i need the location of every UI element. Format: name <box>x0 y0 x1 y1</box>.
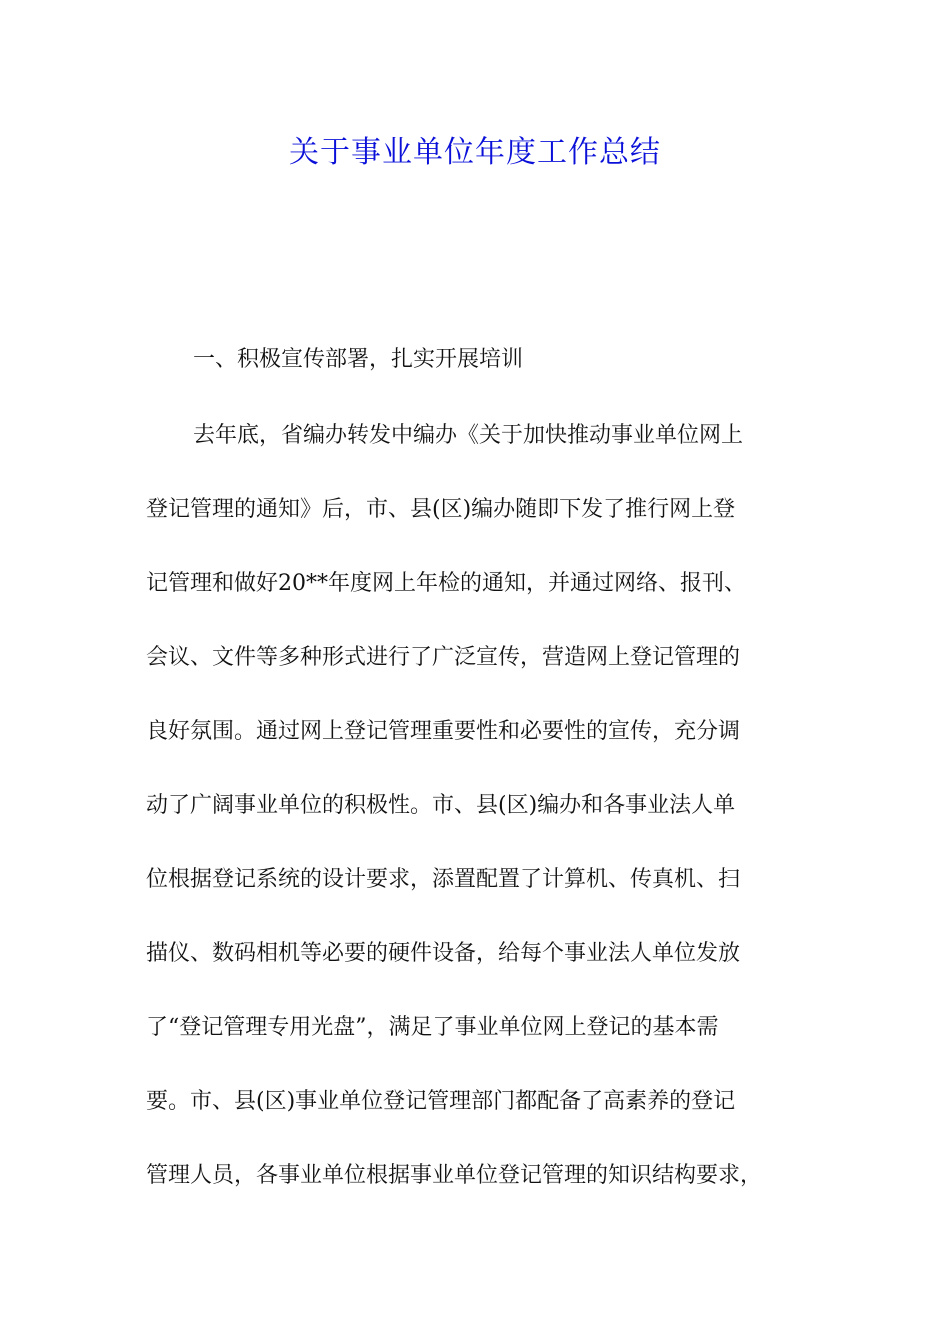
body-paragraph <box>146 418 826 1232</box>
paragraph-line: 动了广阔事业单位的积极性。市、县(区)编办和各事业法人单 <box>146 793 736 818</box>
paragraph-line: 良好氛围。通过网上登记管理重要性和必要性的宣传，充分调 <box>146 719 741 744</box>
section-heading: 一、积极宣传部署，扎实开展培训 <box>193 347 524 372</box>
paragraph-line: 去年底，省编办转发中编办《关于加快推动事业单位网上 <box>193 423 744 448</box>
paragraph-line: 登记管理的通知》后，市、县(区)编办随即下发了推行网上登 <box>146 497 736 522</box>
paragraph-line: 描仪、数码相机等必要的硬件设备，给每个事业法人单位发放 <box>146 941 741 966</box>
paragraph-line: 管理人员，各事业单位根据事业单位登记管理的知识结构要求， <box>146 1163 763 1188</box>
paragraph-line: 记管理和做好20**年度网上年检的通知，并通过网络、报刊、 <box>146 571 746 596</box>
document-title: 关于事业单位年度工作总结 <box>289 135 661 170</box>
paragraph-line: 会议、文件等多种形式进行了广泛宣传，营造网上登记管理的 <box>146 645 741 670</box>
paragraph-line: 了“登记管理专用光盘”，满足了事业单位网上登记的基本需 <box>146 1015 719 1040</box>
paragraph-line: 要。市、县(区)事业单位登记管理部门都配备了高素养的登记 <box>146 1089 736 1114</box>
paragraph-line: 位根据登记系统的设计要求，添置配置了计算机、传真机、扫 <box>146 867 741 892</box>
